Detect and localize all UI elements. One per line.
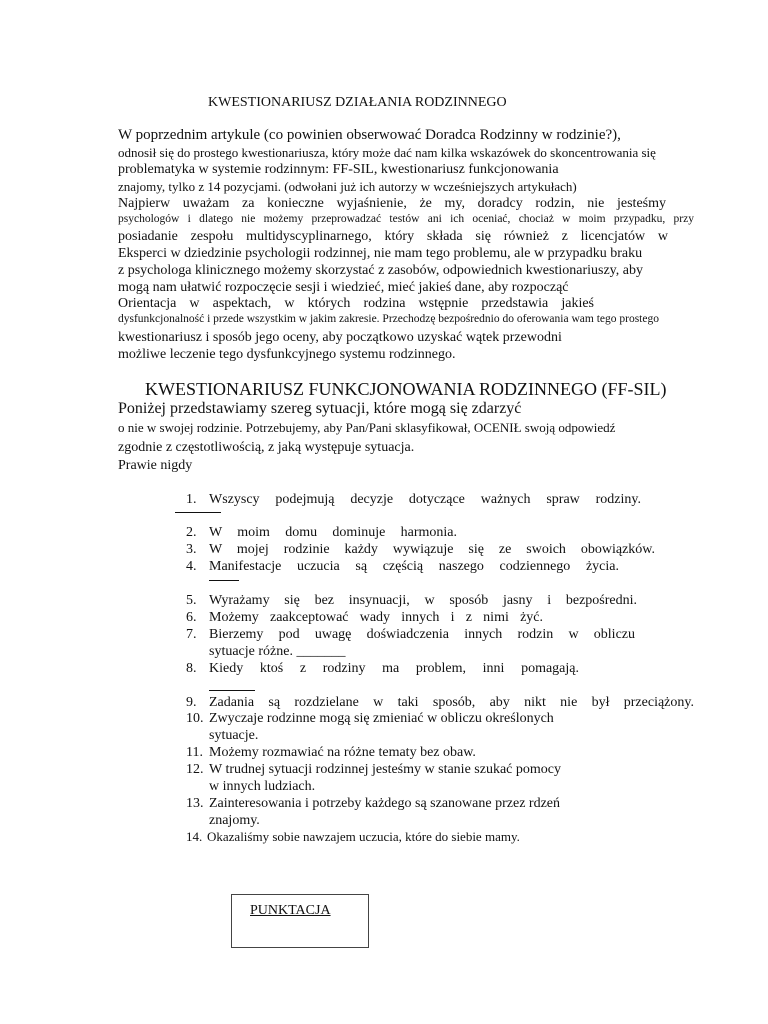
intro-line: Eksperci w dziedzinie psychologii rodzinnej, nie mam tego problemu, ale w przypadku braku — [118, 246, 643, 261]
list-item-number: 5. — [186, 593, 197, 608]
list-item-number: 12. — [186, 762, 204, 777]
answer-blank[interactable] — [175, 512, 221, 513]
intro-line: problematyka w systemie rodzinnym: FF-SIL, kwestionariusz funkcjonowania — [118, 162, 559, 177]
list-item-number: 3. — [186, 542, 197, 557]
list-item: Wyrażamy się bez insynuacji, w sposób jasny i bezpośredni. — [209, 593, 637, 608]
list-item-number: 14. — [186, 829, 203, 844]
list-item-number: 10. — [186, 711, 204, 726]
intro-line: kwestionariusz i sposób jego oceny, aby początkowo uzyskać wątek przewodni — [118, 330, 562, 345]
list-item-continuation: znajomy. — [209, 813, 260, 828]
list-item: Możemy zaakceptować wady innych i z nimi żyć. — [209, 610, 543, 625]
list-item-continuation: w innych ludziach. — [209, 779, 316, 794]
list-item-number: 11. — [186, 745, 203, 760]
answer-blank[interactable] — [209, 580, 239, 581]
list-item-number: 8. — [186, 661, 197, 676]
list-item: Manifestacje uczucia są częścią naszego codziennego życia. — [209, 559, 619, 574]
list-item-number: 7. — [186, 627, 197, 642]
list-item: Okazaliśmy sobie nawzajem uczucia, które do siebie mamy. — [207, 829, 520, 844]
intro-line: odnosił się do prostego kwestionariusza, który może dać nam kilka wskazówek do skoncentrowania się — [118, 145, 656, 160]
list-item: Bierzemy pod uwagę doświadczenia innych rodzin w obliczu — [209, 627, 635, 642]
list-item: Zadania są rozdzielane w taki sposób, aby nikt nie był przeciążony. — [209, 695, 694, 710]
answer-blank[interactable] — [209, 690, 255, 691]
instruction-line: o nie w swojej rodzinie. Potrzebujemy, aby Pan/Pani sklasyfikował, OCENIŁ swoją odpowiedź — [118, 420, 616, 435]
intro-line: Orientacja w aspektach, w których rodzina wstępnie przedstawia jakieś — [118, 296, 594, 311]
instruction-line: Prawie nigdy — [118, 458, 193, 473]
intro-line: dysfunkcjonalność i przede wszystkim w jakim zakresie. Przechodzę bezpośrednio do oferowania wam tego prostego — [118, 313, 659, 325]
list-item: Wszyscy podejmują decyzje dotyczące ważnych spraw rodziny. — [209, 492, 641, 507]
instruction-line: zgodnie z częstotliwością, z jaką występuje sytuacja. — [118, 440, 415, 455]
document-title: KWESTIONARIUSZ DZIAŁANIA RODZINNEGO — [208, 95, 507, 110]
intro-line: znajomy, tylko z 14 pozycjami. (odwołani już ich autorzy w wcześniejszych artykułach) — [118, 179, 577, 194]
list-item-number: 4. — [186, 559, 197, 574]
intro-line: z psychologa klinicznego możemy skorzystać z zasobów, odpowiednich kwestionariuszy, aby — [118, 263, 643, 278]
list-item-number: 13. — [186, 796, 204, 811]
list-item: Zainteresowania i potrzeby każdego są szanowane przez rdzeń — [209, 796, 560, 811]
intro-line: posiadanie zespołu multidyscyplinarnego, który składa się również z licencjatów w — [118, 229, 668, 244]
questionnaire-subtitle: Poniżej przedstawiamy szereg sytuacji, które mogą się zdarzyć — [118, 400, 522, 417]
intro-line: psychologów i dlatego nie możemy przeprowadzać testów ani ich oceniać, chociaż w moim przypadku, przy — [118, 213, 694, 225]
list-item-continuation: sytuacje. — [209, 728, 259, 743]
list-item: W moim domu dominuje harmonia. — [209, 525, 457, 540]
intro-line: Najpierw uważam za konieczne wyjaśnienie, że my, doradcy rodzin, nie jesteśmy — [118, 196, 666, 211]
list-item-continuation: sytuacje różne. _______ — [209, 644, 346, 659]
intro-line: mogą nam ułatwić rozpoczęcie sesji i wiedzieć, mieć jakieś dane, aby rozpocząć — [118, 280, 569, 295]
list-item: W mojej rodzinie każdy wywiązuje się ze swoich obowiązków. — [209, 542, 655, 557]
list-item: Kiedy ktoś z rodziny ma problem, inni pomagają. — [209, 661, 579, 676]
list-item: W trudnej sytuacji rodzinnej jesteśmy w stanie szukać pomocy — [209, 762, 561, 777]
questionnaire-title: KWESTIONARIUSZ FUNKCJONOWANIA RODZINNEGO (FF-SIL) — [145, 379, 667, 399]
list-item-number: 6. — [186, 610, 197, 625]
list-item: Zwyczaje rodzinne mogą się zmieniać w obliczu określonych — [209, 711, 554, 726]
intro-line: możliwe leczenie tego dysfunkcyjnego systemu rodzinnego. — [118, 347, 456, 362]
list-item: Możemy rozmawiać na różne tematy bez obaw. — [209, 745, 476, 760]
score-box[interactable] — [231, 894, 369, 948]
list-item-number: 1. — [186, 492, 197, 507]
list-item-number: 2. — [186, 525, 197, 540]
list-item-number: 9. — [186, 695, 197, 710]
intro-line: W poprzednim artykule (co powinien obserwować Doradca Rodzinny w rodzinie?), — [118, 127, 621, 143]
score-label: PUNKTACJA — [250, 903, 331, 918]
